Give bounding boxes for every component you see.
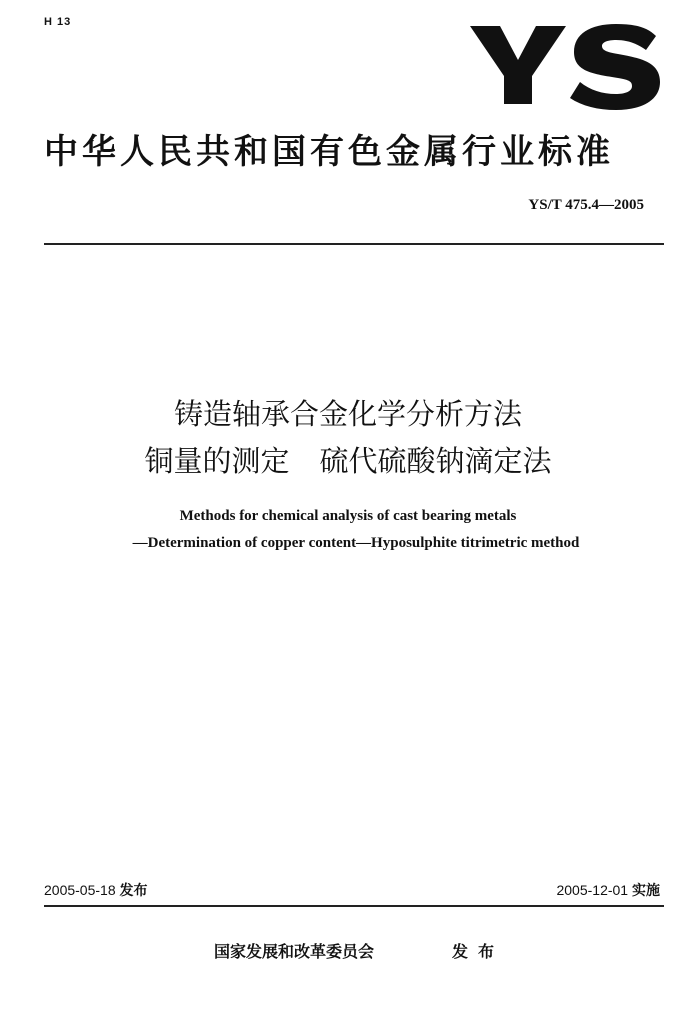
title-en-line1: Methods for chemical analysis of cast bearing metals — [179, 508, 517, 524]
implement-date: 2005-12-01 — [556, 882, 629, 898]
title-cn-line2-part1: 铜量的测定 — [144, 444, 290, 478]
title-cn-line2 — [0, 439, 696, 480]
issuer-action: 发布 — [452, 942, 505, 961]
standard-number: YS/T 475.4—2005 — [528, 197, 644, 213]
footer-divider — [44, 905, 664, 907]
organization-title: 中华人民共和国有色金属行业标准 — [44, 132, 614, 172]
title-cn-line2-part2: 硫代硫酸钠滴定法 — [319, 444, 552, 478]
classification-code: H 13 — [44, 16, 72, 28]
title-cn-line1: 铸造轴承合金化学分析方法 — [173, 397, 522, 431]
issuer-name: 国家发展和改革委员会 — [214, 942, 375, 961]
title-en-line2: —Determination of copper content—Hyposulphite titrimetric method — [132, 535, 580, 551]
implement-date-block — [556, 880, 660, 900]
header-divider — [44, 243, 664, 245]
issue-label: 发布 — [119, 883, 148, 899]
issue-date: 2005-05-18 — [44, 882, 116, 898]
ys-logo — [470, 14, 660, 110]
issue-date-block — [44, 880, 148, 900]
implement-label: 实施 — [632, 883, 660, 899]
